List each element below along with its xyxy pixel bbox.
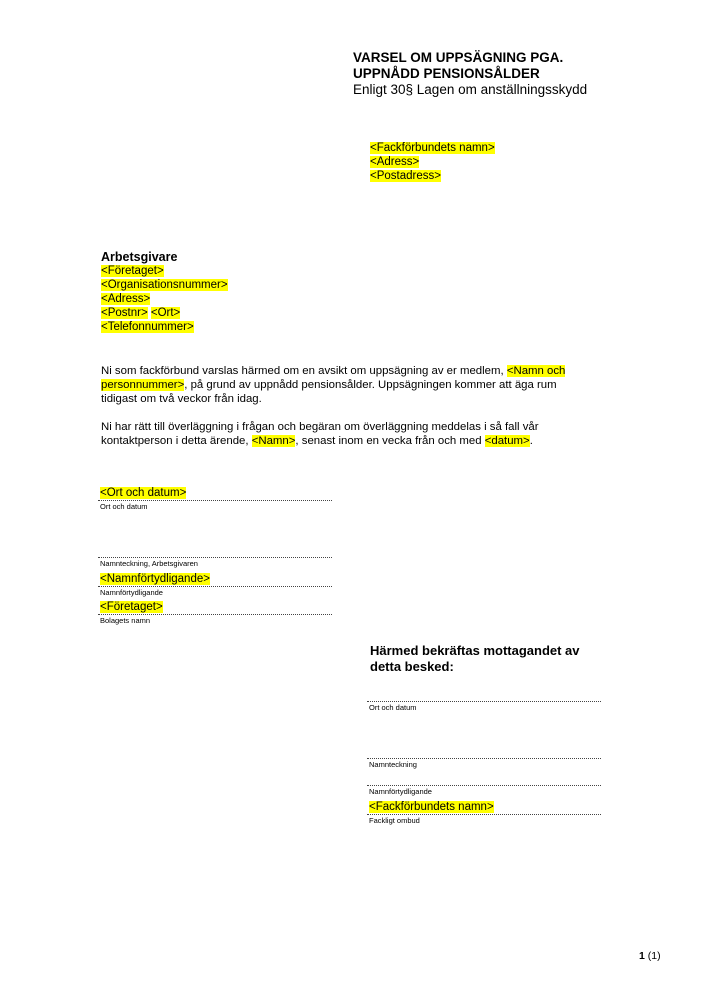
recipient-union-name: <Fackförbundets namn> bbox=[370, 142, 495, 154]
left-place-date-label: Ort och datum bbox=[100, 502, 148, 511]
employer-heading: Arbetsgivare bbox=[101, 250, 178, 264]
left-signature-label: Namnteckning, Arbetsgivaren bbox=[100, 559, 198, 568]
document-title-line2: UPPNÅDD PENSIONSÅLDER bbox=[353, 66, 540, 81]
employer-address: <Adress> bbox=[101, 293, 151, 305]
employer-city: <Ort> bbox=[150, 307, 181, 319]
recipient-postal-address: <Postadress> bbox=[370, 170, 441, 182]
left-clarification-label: Namnförtydligande bbox=[100, 588, 163, 597]
confirmation-heading-line2: detta besked: bbox=[370, 659, 454, 674]
employer-postnr: <Postnr> bbox=[101, 307, 148, 319]
right-clarification-label: Namnförtydligande bbox=[369, 787, 432, 796]
right-place-date-label: Ort och datum bbox=[369, 703, 417, 712]
employer-block bbox=[101, 250, 228, 334]
left-clarification-value: <Namnförtydligande> bbox=[100, 573, 210, 585]
right-signature-line bbox=[367, 758, 601, 759]
contact-name-placeholder: <Namn> bbox=[251, 435, 296, 447]
recipient-address-block bbox=[370, 141, 495, 183]
document-title-line1: VARSEL OM UPPSÄGNING PGA. bbox=[353, 50, 564, 65]
right-union-line bbox=[367, 814, 601, 815]
document-header bbox=[353, 50, 587, 98]
left-place-date-value: <Ort och datum> bbox=[100, 487, 187, 499]
page-total: (1) bbox=[647, 950, 661, 962]
page-number bbox=[639, 950, 661, 962]
confirmation-heading-line1: Härmed bekräftas mottagandet av bbox=[370, 643, 580, 658]
page-current: 1 bbox=[639, 950, 645, 962]
letter-body bbox=[101, 364, 591, 448]
right-union-label: Fackligt ombud bbox=[369, 816, 420, 825]
document-subtitle: Enligt 30§ Lagen om anställningsskydd bbox=[353, 82, 588, 97]
employer-phone: <Telefonnummer> bbox=[101, 321, 194, 333]
recipient-address: <Adress> bbox=[370, 156, 420, 168]
left-place-date-line bbox=[98, 500, 332, 501]
paragraph-notice: Ni som fackförbund varslas härmed om en avsikt om uppsägning av er medlem, <Namn och personnummer>, på grund av uppnådd pensionsålder. Uppsägningen kommer att äga rum tidigast om två veckor från idag. bbox=[101, 365, 566, 405]
employer-company: <Företaget> bbox=[101, 265, 164, 277]
left-company-line bbox=[98, 614, 332, 615]
left-company-value: <Företaget> bbox=[100, 601, 163, 613]
right-signature-label: Namnteckning bbox=[369, 760, 417, 769]
date-placeholder: <datum> bbox=[484, 435, 530, 447]
right-clarification-line bbox=[367, 785, 601, 786]
left-clarification-line bbox=[98, 586, 332, 587]
right-place-date-line bbox=[367, 701, 601, 702]
employer-org-number: <Organisationsnummer> bbox=[101, 279, 228, 291]
member-name-placeholder: <Namn och personnummer> bbox=[101, 365, 566, 391]
right-union-value: <Fackförbundets namn> bbox=[369, 801, 494, 813]
left-signature-line bbox=[98, 557, 332, 558]
paragraph-consultation: Ni har rätt till överläggning i frågan och begäran om överläggning meddelas i så fall vår kontaktperson i detta ärende, <Namn>, senast inom en vecka från och med <datum>. bbox=[101, 421, 539, 447]
left-company-label: Bolagets namn bbox=[100, 616, 151, 625]
